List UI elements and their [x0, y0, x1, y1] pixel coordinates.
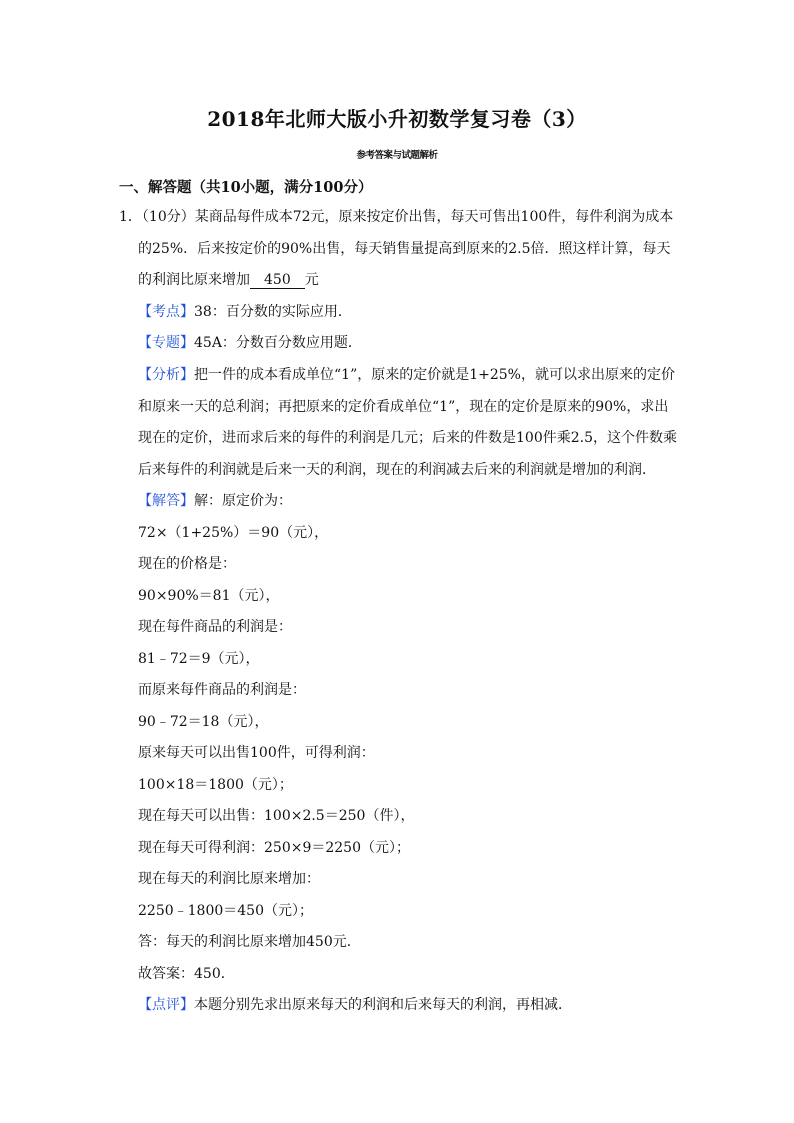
solution-step: 81﹣72＝9（元）， — [138, 651, 260, 667]
solution-step: 故答案：450． — [138, 966, 235, 982]
section-heading: 一、解答题（共10小题，满分100分） — [119, 179, 373, 196]
jieda-text: 解：原定价为： — [194, 493, 292, 509]
kaodian-row — [138, 303, 352, 321]
fenxi-line-3: 现在的定价，进而求后来的每件的利润是几元；后来的件数是100件乘2.5，这个件数乘 — [138, 430, 677, 446]
solution-step: 2250﹣1800＝450（元）； — [138, 903, 313, 919]
fenxi-line-4: 后来每件的利润就是后来一天的利润，现在的利润减去后来的利润就是增加的利润． — [138, 462, 656, 478]
question-stem-line-2: 的25%．后来按定价的90%出售，每天销售量提高到原来的2.5倍．照这样计算，每天 — [138, 241, 671, 257]
jieda-tag: 【解答】 — [138, 493, 194, 509]
jieda-row — [138, 492, 292, 510]
zhuanti-tag: 【专题】 — [138, 335, 194, 351]
question-stem-line-1: 1．（10分）某商品每件成本72元，原来按定价出售，每天可售出100件，每件利润为成本 — [119, 209, 674, 225]
solution-step: 72×（1+25%）＝90（元）， — [138, 525, 329, 541]
solution-step: 答：每天的利润比原来增加450元． — [138, 934, 361, 950]
solution-step: 现在的价格是： — [138, 556, 236, 572]
answer-blank: 450 — [250, 272, 305, 289]
dianping-tag: 【点评】 — [138, 997, 194, 1013]
fenxi-row — [138, 366, 675, 384]
solution-step: 原来每天可以出售100件，可得利润： — [138, 745, 375, 761]
question-stem-line-3-suffix: 元 — [304, 272, 319, 288]
solution-step: 而原来每件商品的利润是： — [138, 682, 306, 698]
solution-step: 90×90%＝81（元）， — [138, 588, 280, 604]
fenxi-line-1: 把一件的成本看成单位“1”，原来的定价就是1+25%，就可以求出原来的定价 — [194, 367, 675, 383]
kaodian-tag: 【考点】 — [138, 304, 194, 320]
solution-step: 现在每天可以出售：100×2.5＝250（件）， — [138, 808, 415, 824]
fenxi-tag: 【分析】 — [138, 367, 194, 383]
fenxi-line-2: 和原来一天的总利润；再把原来的定价看成单位“1”，现在的定价是原来的90%，求出 — [138, 399, 669, 415]
solution-step: 90﹣72＝18（元）， — [138, 714, 269, 730]
solution-step: 100×18＝1800（元）； — [138, 777, 293, 793]
kaodian-text: 38：百分数的实际应用． — [194, 304, 352, 320]
dianping-row — [138, 996, 572, 1014]
solution-step: 现在每天的利润比原来增加： — [138, 871, 320, 887]
page-subtitle: 参考答案与试题解析 — [356, 150, 438, 161]
page-title: 2018年北师大版小升初数学复习卷（3） — [207, 107, 587, 131]
question-stem-line-3-prefix: 的利润比原来增加 — [138, 272, 250, 288]
question-stem-line-3 — [138, 271, 319, 289]
dianping-text: 本题分别先求出原来每天的利润和后来每天的利润，再相减． — [194, 997, 572, 1013]
zhuanti-text: 45A：分数百分数应用题． — [194, 335, 362, 351]
solution-step: 现在每件商品的利润是： — [138, 619, 292, 635]
solution-step: 现在每天可得利润：250×9＝2250（元）； — [138, 840, 410, 856]
zhuanti-row — [138, 334, 362, 352]
